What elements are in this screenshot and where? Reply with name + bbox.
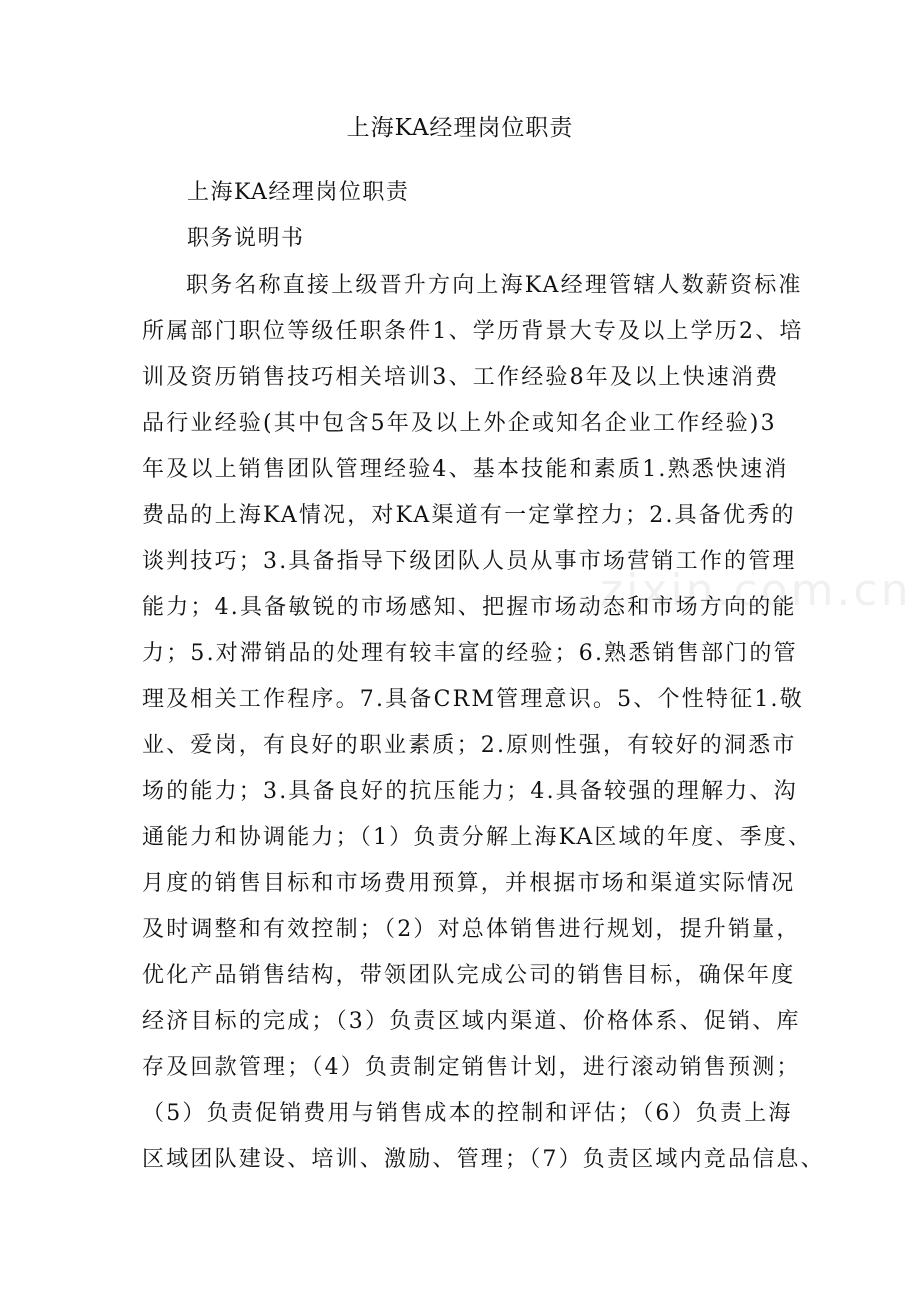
body-line: 所属部门职位等级任职条件1、学历背景大专及以上学历2、培 — [142, 319, 804, 344]
body-line: 理及相关工作程序。7.具备CRM管理意识。5、个性特征1.敬 — [142, 687, 804, 712]
body-line: 优化产品销售结构，带领团队完成公司的销售目标，确保年度 — [142, 963, 796, 988]
watermark: zixin.com.cn — [600, 565, 912, 616]
body-line: 谈判技巧；3.具备指导下级团队人员从事市场营销工作的管理 — [142, 549, 797, 574]
body-line: （5）负责促销费用与销售成本的控制和评估；（6）负责上海 — [142, 1101, 793, 1126]
body-line: 及时调整和有效控制；（2）对总体销售进行规划，提升销量， — [142, 917, 801, 942]
body-line: 存及回款管理；（4）负责制定销售计划，进行滚动销售预测； — [142, 1055, 801, 1080]
body-line: 场的能力；3.具备良好的抗压能力；4.具备较强的理解力、沟 — [142, 779, 798, 804]
document-subheading: 上海KA经理岗位职责 — [187, 180, 410, 205]
body-line: 通能力和协调能力；（1）负责分解上海KA区域的年度、季度、 — [142, 825, 813, 850]
body-line: 月度的销售目标和市场费用预算，并根据市场和渠道实际情况 — [142, 871, 796, 896]
body-line: 品行业经验(其中包含5年及以上外企或知名企业工作经验)3 — [142, 411, 777, 436]
body-line: 训及资历销售技巧相关培训3、工作经验8年及以上快速消费 — [142, 365, 780, 390]
section-label: 职务说明书 — [187, 226, 305, 251]
body-line: 经济目标的完成；（3）负责区域内渠道、价格体系、促销、库 — [142, 1009, 801, 1034]
body-line: 力；5.对滞销品的处理有较丰富的经验；6.熟悉销售部门的管 — [142, 641, 798, 666]
body-line: 年及以上销售团队管理经验4、基本技能和素质1.熟悉快速消 — [142, 457, 789, 482]
document-title: 上海KA经理岗位职责 — [346, 115, 574, 141]
body-line: 业、爱岗，有良好的职业素质；2.原则性强，有较好的洞悉市 — [142, 733, 797, 758]
body-line: 费品的上海KA情况，对KA渠道有一定掌控力；2.具备优秀的 — [142, 503, 796, 528]
body-line: 区域团队建设、培训、激励、管理；（7）负责区域内竞品信息、 — [142, 1147, 825, 1172]
body-text — [142, 266, 825, 1186]
body-line: 能力；4.具备敏锐的市场感知、把握市场动态和市场方向的能 — [142, 595, 797, 620]
body-line: 职务名称直接上级晋升方向上海KA经理管辖人数薪资标准 — [186, 273, 803, 298]
